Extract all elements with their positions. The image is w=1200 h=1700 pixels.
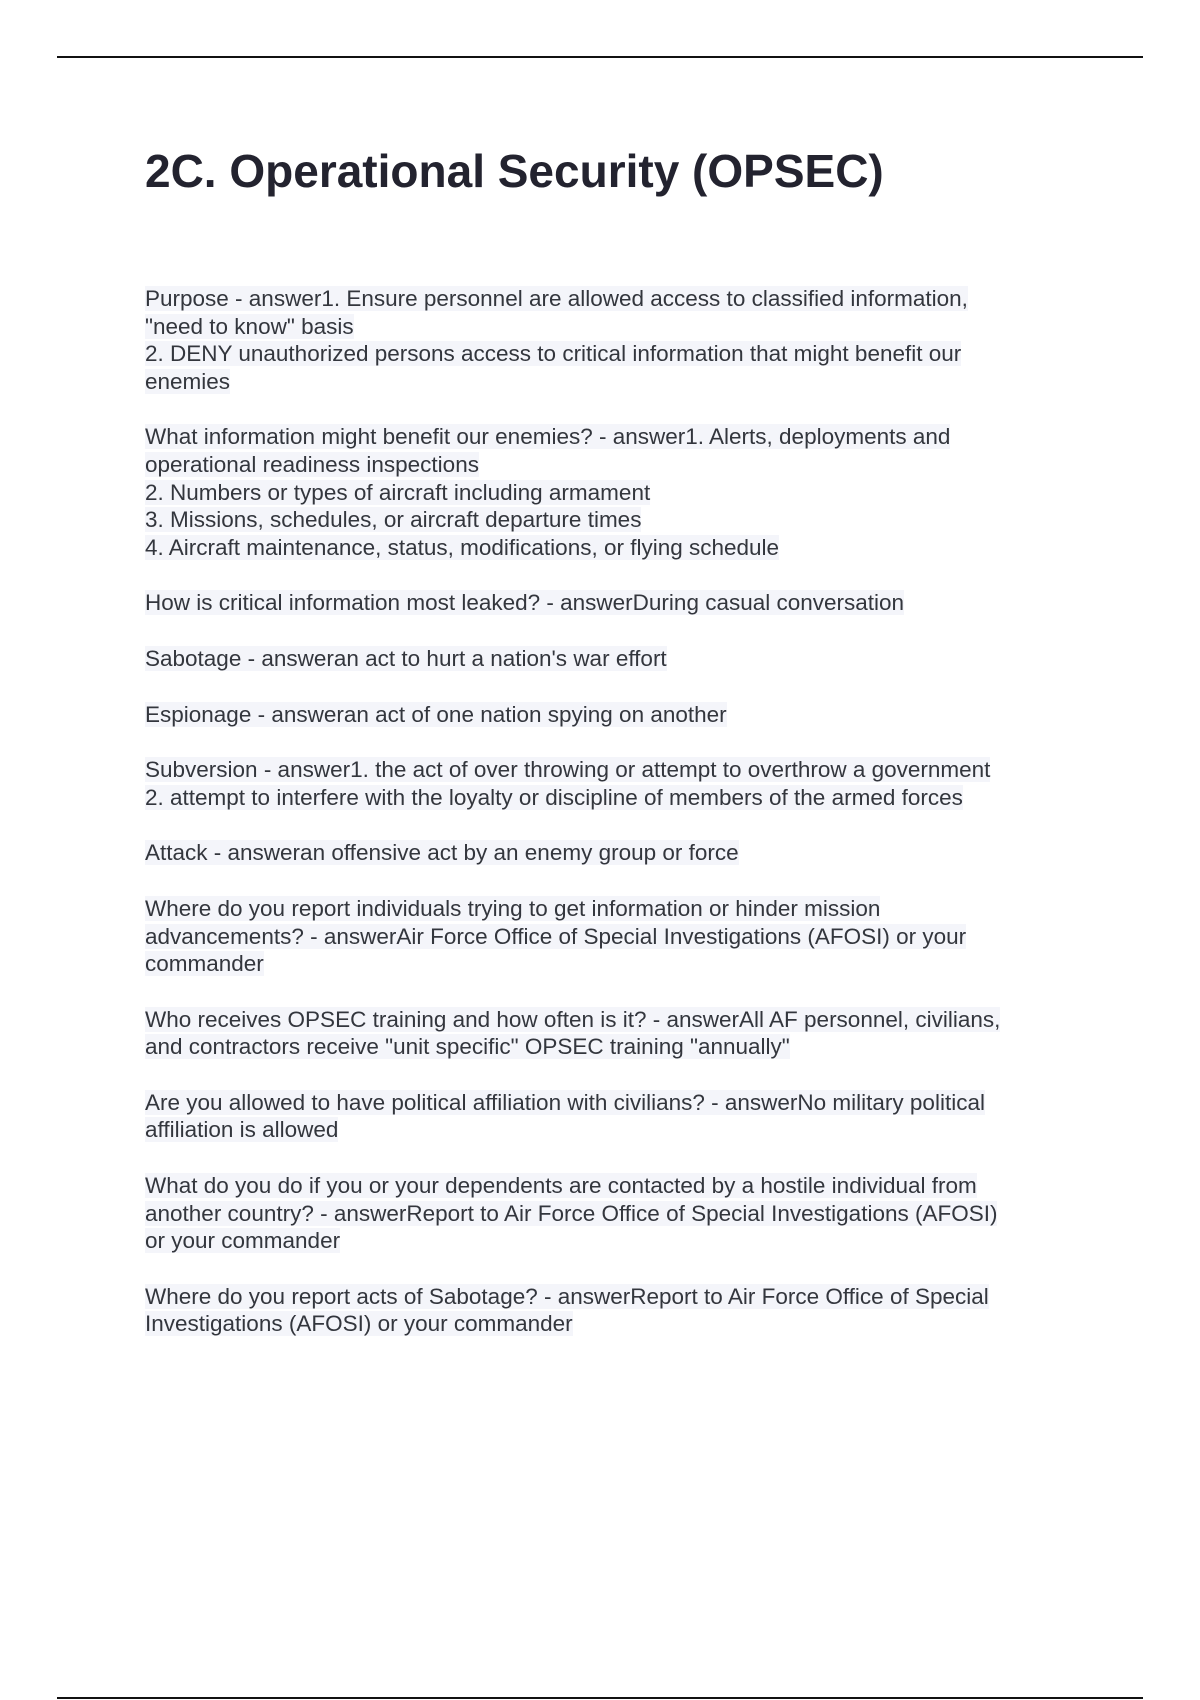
- qa-entry-line: [145, 756, 1075, 784]
- qa-entry-text: Attack - answeran offensive act by an enemy group or force: [145, 840, 739, 866]
- qa-entry: [145, 285, 1075, 395]
- qa-entry-text: 2. Numbers or types of aircraft including armament: [145, 479, 651, 505]
- qa-entry-text: Where do you report individuals trying to get information or hinder mission: [145, 895, 881, 921]
- qa-entry-line: [145, 1227, 1075, 1255]
- qa-entry-text: Are you allowed to have political affiliation with civilians? - answerNo military political: [145, 1089, 985, 1115]
- qa-entry-text: 2. attempt to interfere with the loyalty or discipline of members of the armed forces: [145, 784, 963, 810]
- qa-entry-line: [145, 451, 1075, 479]
- qa-entry-line: [145, 313, 1075, 341]
- qa-entry-line: [145, 895, 1075, 923]
- qa-entry-line: [145, 1116, 1075, 1144]
- qa-entry-line: [145, 1200, 1075, 1228]
- qa-entry: [145, 645, 1075, 673]
- qa-entry-text: Espionage - answeran act of one nation spying on another: [145, 701, 727, 727]
- qa-entry: [145, 1089, 1075, 1144]
- qa-entry-line: [145, 1006, 1075, 1034]
- qa-entry: [145, 423, 1075, 561]
- top-rule: [57, 56, 1143, 58]
- qa-entry-line: [145, 1310, 1075, 1338]
- qa-entry-text: affiliation is allowed: [145, 1117, 339, 1143]
- document-title: 2C. Operational Security (OPSEC): [145, 145, 884, 197]
- qa-entry-line: [145, 589, 1075, 617]
- qa-entry: [145, 839, 1075, 867]
- qa-entry: [145, 895, 1075, 978]
- qa-entry-line: [145, 368, 1075, 396]
- qa-list: [145, 285, 1075, 1366]
- qa-entry-line: [145, 479, 1075, 507]
- qa-entry-line: [145, 1033, 1075, 1061]
- qa-entry-line: [145, 285, 1075, 313]
- qa-entry-text: Investigations (AFOSI) or your commander: [145, 1311, 573, 1337]
- qa-entry-text: and contractors receive "unit specific" OPSEC training "annually": [145, 1034, 790, 1060]
- qa-entry: [145, 1172, 1075, 1255]
- qa-entry-text: Sabotage - answeran act to hurt a nation's war effort: [145, 645, 667, 671]
- qa-entry-text: Subversion - answer1. the act of over throwing or attempt to overthrow a government: [145, 757, 991, 783]
- qa-entry-text: or your commander: [145, 1228, 341, 1254]
- qa-entry-line: [145, 1172, 1075, 1200]
- qa-entry-text: What information might benefit our enemies? - answer1. Alerts, deployments and: [145, 424, 951, 450]
- qa-entry: [145, 1283, 1075, 1338]
- qa-entry-text: 3. Missions, schedules, or aircraft departure times: [145, 507, 642, 533]
- qa-entry-line: [145, 784, 1075, 812]
- qa-entry-text: "need to know" basis: [145, 313, 354, 339]
- qa-entry-text: What do you do if you or your dependents are contacted by a hostile individual from: [145, 1173, 977, 1199]
- qa-entry: [145, 1006, 1075, 1061]
- qa-entry-line: [145, 534, 1075, 562]
- qa-entry-text: enemies: [145, 368, 231, 394]
- qa-entry-line: [145, 340, 1075, 368]
- qa-entry-text: commander: [145, 951, 264, 977]
- qa-entry-text: How is critical information most leaked? - answerDuring casual conversation: [145, 590, 905, 616]
- qa-entry-text: advancements? - answerAir Force Office of Special Investigations (AFOSI) or your: [145, 923, 967, 949]
- qa-entry: [145, 756, 1075, 811]
- qa-entry-line: [145, 1283, 1075, 1311]
- qa-entry-line: [145, 1089, 1075, 1117]
- qa-entry-line: [145, 839, 1075, 867]
- qa-entry-line: [145, 701, 1075, 729]
- qa-entry: [145, 589, 1075, 617]
- qa-entry-text: Where do you report acts of Sabotage? - answerReport to Air Force Office of Special: [145, 1283, 989, 1309]
- qa-entry-text: Who receives OPSEC training and how often is it? - answerAll AF personnel, civilians,: [145, 1006, 1001, 1032]
- qa-entry-line: [145, 923, 1075, 951]
- qa-entry-line: [145, 423, 1075, 451]
- qa-entry-line: [145, 950, 1075, 978]
- qa-entry-text: operational readiness inspections: [145, 451, 479, 477]
- qa-entry-text: 2. DENY unauthorized persons access to critical information that might benefit our: [145, 341, 962, 367]
- qa-entry-text: Purpose - answer1. Ensure personnel are allowed access to classified information,: [145, 286, 968, 311]
- qa-entry: [145, 701, 1075, 729]
- qa-entry-text: 4. Aircraft maintenance, status, modifications, or flying schedule: [145, 534, 780, 560]
- qa-entry-text: another country? - answerReport to Air Force Office of Special Investigations (AFOSI): [145, 1200, 998, 1226]
- qa-entry-line: [145, 645, 1075, 673]
- bottom-rule: [57, 1697, 1143, 1699]
- qa-entry-line: [145, 506, 1075, 534]
